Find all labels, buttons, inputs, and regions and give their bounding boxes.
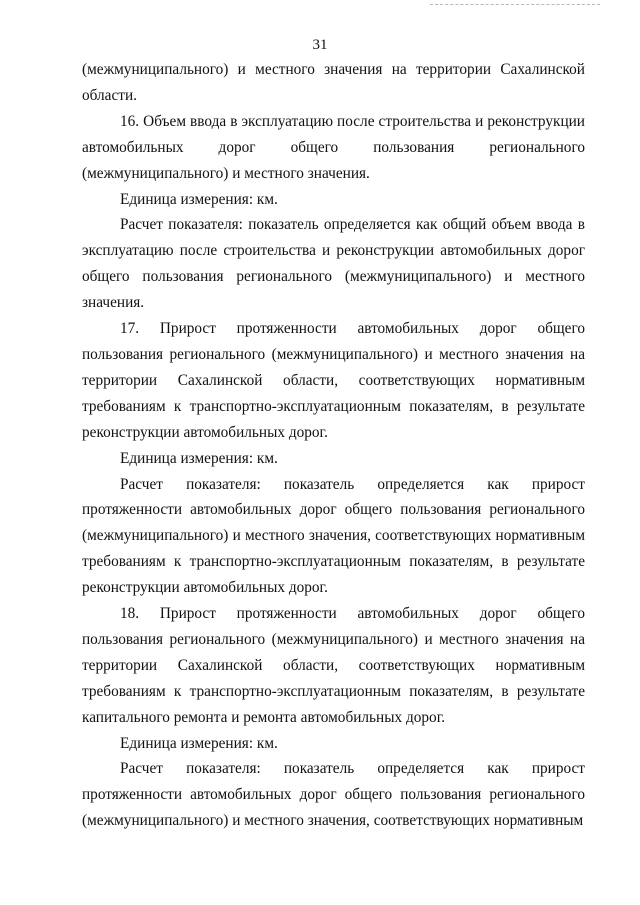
- paragraph-item-17-unit: Единица измерения: км.: [120, 449, 278, 467]
- paragraph-item-16-title: 16. Объем ввода в эксплуатацию после строительства и реконструкции автомобильных дорог общего пользования регионального (межмуниципального) и местного значения.: [82, 112, 585, 182]
- paragraph-continuation: (межмуниципального) и местного значения на территории Сахалинской области.: [82, 61, 585, 104]
- paragraph-item-18-title: 18. Прирост протяженности автомобильных дорог общего пользования регионального (межмуниципального) и местного значения на территории Сахалинской области, соответствующих нормативным требованиям к транспортно-эксплуатационным показателям, в результате капитального ремонта и ремонта автомобильных дорог.: [82, 605, 585, 726]
- paragraph-item-17-calculation: Расчет показателя: показатель определяется как прирост протяженности автомобильных дорог общего пользования регионального (межмуниципального) и местного значения, соответствующих нормативным требованиям к транспортно-эксплуатационным показателям, в результате реконструкции автомобильных дорог.: [82, 475, 585, 597]
- top-edge-rule: [430, 4, 600, 5]
- paragraph-item-16-unit: Единица измерения: км.: [120, 190, 278, 208]
- paragraph-item-18-calculation: Расчет показателя: показатель определяется как прирост протяженности автомобильных дорог общего пользования регионального (межмуниципального) и местного значения, соответствующих нормативным: [82, 760, 585, 830]
- document-body: [82, 57, 585, 834]
- paragraph-item-17-title: 17. Прирост протяженности автомобильных дорог общего пользования регионального (межмуниципального) и местного значения на территории Сахалинской области, соответствующих нормативным требованиям к транспортно-эксплуатационным показателям, в результате реконструкции автомобильных дорог.: [82, 320, 585, 441]
- page-number: 31: [312, 37, 328, 53]
- paragraph-item-16-calculation: Расчет показателя: показатель определяется как общий объем ввода в эксплуатацию после строительства и реконструкции автомобильных дорог общего пользования регионального (межмуниципального) и местного значения.: [82, 216, 585, 312]
- paragraph-item-18-unit: Единица измерения: км.: [120, 734, 278, 752]
